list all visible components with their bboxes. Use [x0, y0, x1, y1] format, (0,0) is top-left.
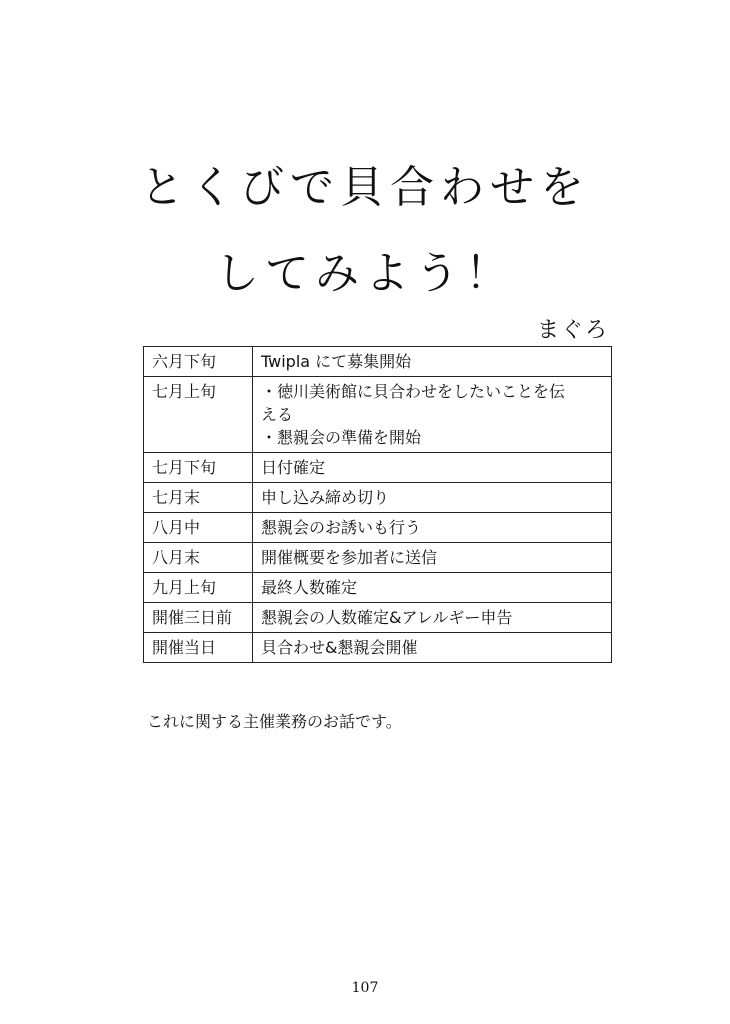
schedule-row: [144, 603, 612, 633]
schedule-task-cell: [253, 483, 612, 513]
schedule-row: [144, 543, 612, 573]
schedule-task-cell: [253, 377, 612, 453]
schedule-task-cell: [253, 543, 612, 573]
schedule-task-line: 日付確定: [261, 458, 326, 477]
schedule-task-line: 貝合わせ&懇親会開催: [261, 638, 418, 657]
schedule-row: [144, 633, 612, 663]
schedule-task-line: Twipla にて募集開始: [261, 352, 412, 371]
schedule-when-cell: 開催当日: [144, 633, 253, 663]
schedule-task-line: 開催概要を参加者に送信: [261, 548, 438, 567]
schedule-row: [144, 377, 612, 453]
schedule-task-cell: [253, 513, 612, 543]
schedule-task-line: える: [261, 405, 294, 424]
schedule-row: [144, 483, 612, 513]
schedule-row: [144, 347, 612, 377]
schedule-when-cell: 八月末: [144, 543, 253, 573]
schedule-when-cell: 六月下旬: [144, 347, 253, 377]
schedule-task-cell: [253, 603, 612, 633]
schedule-when-cell: 七月下旬: [144, 453, 253, 483]
schedule-task-line: 懇親会の人数確定&アレルギー申告: [261, 608, 513, 627]
schedule-task-cell: [253, 633, 612, 663]
schedule-table-body: [144, 347, 612, 663]
page-title-line-1: とくびで貝合わせを: [140, 162, 590, 213]
schedule-when-cell: 七月上旬: [144, 377, 253, 453]
schedule-table: [143, 346, 612, 663]
schedule-when-cell: 開催三日前: [144, 603, 253, 633]
page-number: 107: [351, 980, 379, 996]
schedule-task-line: ・徳川美術館に貝合わせをしたいことを伝: [261, 382, 566, 401]
schedule-task-cell: [253, 573, 612, 603]
schedule-task-cell: [253, 453, 612, 483]
schedule-task-line: 申し込み締め切り: [261, 488, 390, 507]
schedule-when-cell: 七月末: [144, 483, 253, 513]
schedule-task-line: ・懇親会の準備を開始: [261, 428, 422, 447]
schedule-task-cell: [253, 347, 612, 377]
closing-note: これに関する主催業務のお話です。: [147, 712, 402, 731]
schedule-when-cell: 八月中: [144, 513, 253, 543]
schedule-when-cell: 九月上旬: [144, 573, 253, 603]
schedule-task-line: 最終人数確定: [261, 578, 358, 597]
page-title-line-2: してみよう！: [215, 248, 515, 299]
schedule-row: [144, 453, 612, 483]
schedule-task-line: 懇親会のお誘いも行う: [261, 518, 422, 537]
author-name: まぐろ: [536, 318, 609, 343]
schedule-row: [144, 573, 612, 603]
schedule-row: [144, 513, 612, 543]
